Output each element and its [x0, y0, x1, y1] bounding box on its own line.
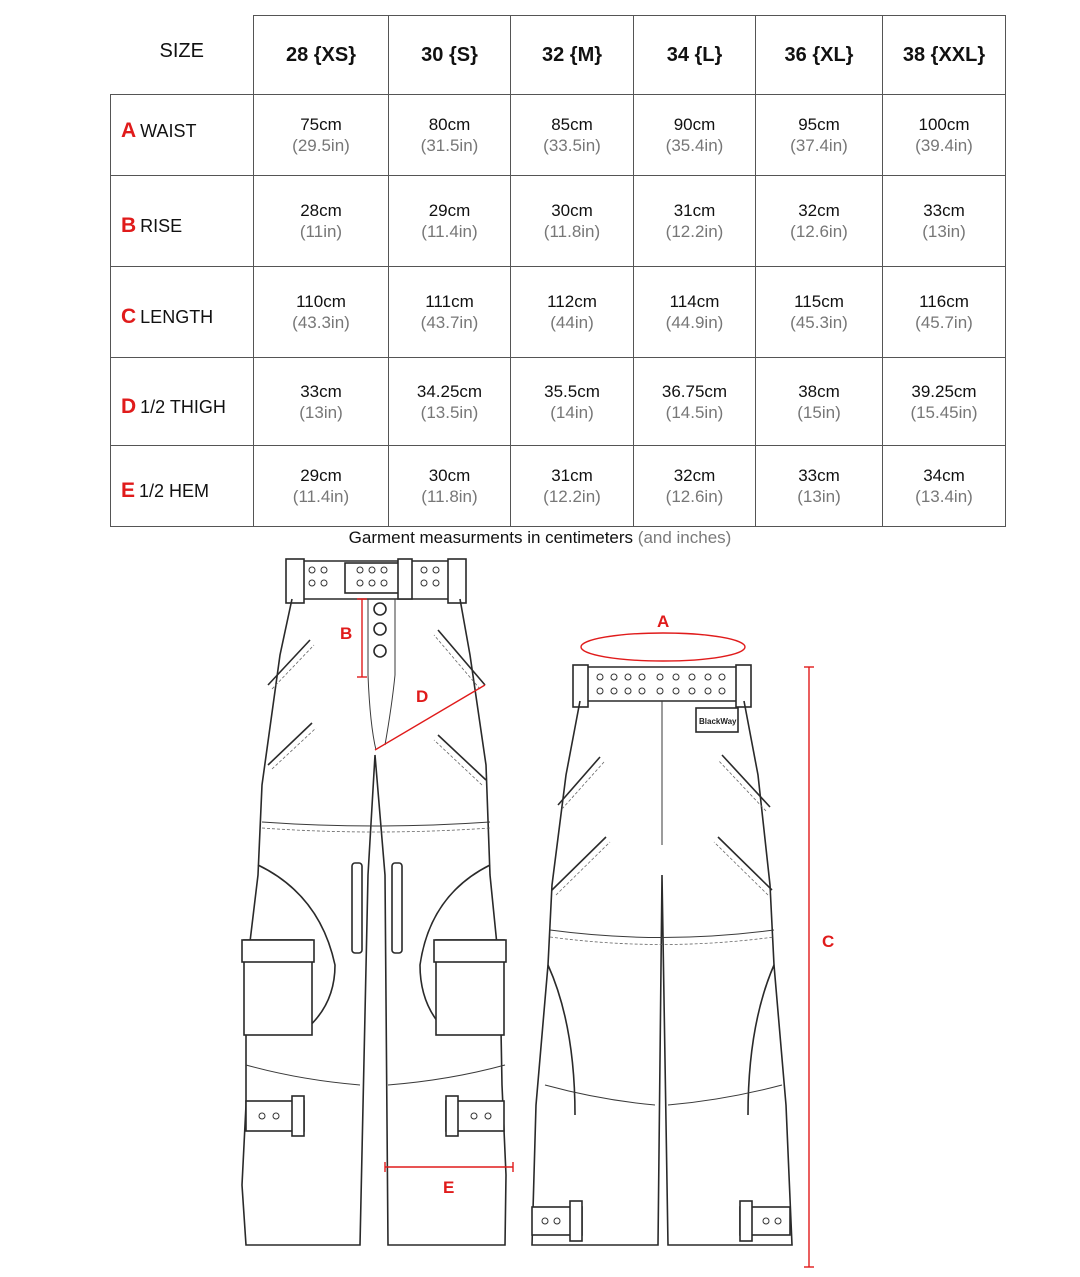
dimension-b-rise	[340, 599, 367, 677]
inch-value: (29.5in)	[292, 136, 350, 155]
inch-value: (11.4in)	[292, 487, 350, 506]
row-name: LENGTH	[140, 307, 214, 327]
cm-value: 111cm	[425, 292, 474, 311]
cm-value: 116cm	[919, 292, 969, 311]
inch-value: (44.9in)	[665, 313, 724, 332]
cm-value: 29cm	[428, 201, 471, 220]
inch-value: (12.2in)	[543, 487, 601, 506]
dimension-d-thigh	[375, 685, 485, 750]
measurement-cell	[634, 358, 756, 446]
cm-value: 80cm	[428, 115, 471, 134]
inch-value: (44in)	[550, 313, 594, 332]
back-view-trousers	[532, 612, 792, 1245]
inch-value: (12.6in)	[790, 222, 848, 241]
cm-value: 95cm	[798, 115, 840, 134]
row-name: WAIST	[140, 121, 197, 141]
cm-value: 38cm	[798, 381, 840, 401]
inch-value: (43.3in)	[292, 313, 350, 332]
inch-value: (11.4in)	[421, 222, 478, 241]
size-header-label: SIZE	[111, 16, 254, 95]
dimension-e-hem	[385, 1162, 513, 1197]
cm-value: 28cm	[300, 201, 342, 220]
measurement-cell	[756, 176, 883, 267]
measurement-cell	[756, 95, 883, 176]
caption-muted: (and inches)	[637, 528, 732, 547]
measurement-row-length	[111, 267, 1006, 358]
size-chart-table	[110, 15, 1006, 527]
row-name: 1/2 THIGH	[140, 396, 226, 417]
cm-value: 31cm	[551, 466, 593, 485]
measurement-cell	[254, 176, 389, 267]
row-label	[111, 176, 254, 267]
label-a: A	[657, 612, 670, 631]
measurement-cell	[756, 267, 883, 358]
cm-value: 29cm	[300, 466, 342, 485]
measurement-cell	[883, 95, 1006, 176]
cm-value: 32cm	[798, 201, 840, 220]
measurement-cell	[389, 176, 511, 267]
measurement-cell	[511, 95, 634, 176]
row-name: 1/2 HEM	[139, 481, 210, 501]
cm-value: 39.25cm	[911, 381, 977, 401]
cm-value: 33cm	[923, 201, 965, 220]
cm-value: 34cm	[923, 466, 965, 485]
size-col-m: 32 {M}	[511, 16, 634, 95]
dimension-c-length	[804, 667, 834, 1267]
measurement-cell	[883, 176, 1006, 267]
measurement-row-1-2-hem	[111, 446, 1006, 527]
cm-value: 112cm	[547, 292, 597, 311]
cm-value: 100cm	[918, 115, 970, 134]
row-label	[111, 267, 254, 358]
cm-value: 35.5cm	[544, 381, 600, 401]
measurement-cell	[389, 446, 511, 527]
measurement-row-1-2-thigh	[111, 358, 1006, 446]
cm-value: 110cm	[296, 292, 346, 311]
size-col-xxl: 38 {XXL}	[883, 16, 1006, 95]
measurement-cell	[756, 446, 883, 527]
inch-value: (13in)	[797, 487, 841, 506]
inch-value: (12.2in)	[665, 222, 724, 241]
front-view-trousers	[242, 559, 506, 1245]
row-letter: C	[121, 305, 137, 328]
row-letter: B	[121, 214, 137, 237]
inch-value: (33.5in)	[543, 136, 601, 155]
cm-value: 33cm	[798, 466, 840, 485]
cm-value: 114cm	[669, 292, 720, 311]
label-b: B	[340, 624, 353, 643]
inch-value: (14.5in)	[665, 402, 724, 422]
cm-value: 31cm	[673, 201, 716, 220]
measurement-row-rise	[111, 176, 1006, 267]
cm-value: 30cm	[428, 466, 471, 485]
measurement-row-waist	[111, 95, 1006, 176]
inch-value: (39.4in)	[915, 136, 973, 155]
row-letter: E	[121, 479, 136, 502]
row-label	[111, 446, 254, 527]
measurement-cell	[883, 267, 1006, 358]
size-header-row	[111, 16, 1006, 95]
inch-value: (13.5in)	[420, 402, 479, 422]
cm-value: 33cm	[300, 381, 342, 401]
measurement-cell	[634, 95, 756, 176]
inch-value: (15in)	[797, 402, 841, 422]
measurement-cell	[634, 446, 756, 527]
measurement-cell	[254, 446, 389, 527]
measurement-cell	[634, 176, 756, 267]
measurement-cell	[883, 446, 1006, 527]
measurement-cell	[254, 95, 389, 176]
row-letter: D	[121, 394, 137, 418]
inch-value: (45.3in)	[790, 313, 848, 332]
label-d: D	[416, 687, 429, 706]
inch-value: (37.4in)	[790, 136, 848, 155]
inch-value: (31.5in)	[420, 136, 479, 155]
inch-value: (12.6in)	[665, 487, 724, 506]
brand-tag-text: BlackWay	[699, 717, 737, 726]
inch-value: (15.45in)	[910, 402, 978, 422]
inch-value: (11in)	[299, 222, 343, 241]
cm-value: 115cm	[794, 292, 844, 311]
row-letter: A	[121, 119, 137, 142]
measurement-cell	[511, 176, 634, 267]
label-c: C	[822, 932, 835, 951]
inch-value: (13in)	[922, 222, 966, 241]
row-label	[111, 358, 254, 446]
trouser-technical-drawings	[0, 545, 1080, 1277]
measurement-cell	[511, 358, 634, 446]
caption-main: Garment measurments in centimeters	[348, 528, 634, 547]
size-col-xl: 36 {XL}	[756, 16, 883, 95]
measurement-cell	[634, 267, 756, 358]
inch-value: (11.8in)	[421, 487, 478, 506]
measurement-cell	[511, 267, 634, 358]
measurement-cell	[511, 446, 634, 527]
inch-value: (45.7in)	[915, 313, 973, 332]
inch-value: (13.4in)	[915, 487, 973, 506]
measurement-cell	[254, 267, 389, 358]
measurement-cell	[883, 358, 1006, 446]
measurement-cell	[389, 95, 511, 176]
row-name: RISE	[140, 216, 183, 236]
cm-value: 30cm	[551, 201, 593, 220]
size-col-xs: 28 {XS}	[254, 16, 389, 95]
cm-value: 36.75cm	[661, 381, 728, 401]
cm-value: 34.25cm	[416, 381, 483, 401]
measurement-cell	[254, 358, 389, 446]
inch-value: (13in)	[299, 402, 343, 422]
size-col-l: 34 {L}	[634, 16, 756, 95]
size-col-s: 30 {S}	[389, 16, 511, 95]
measurement-cell	[389, 267, 511, 358]
inch-value: (43.7in)	[420, 313, 479, 332]
measurement-cell	[389, 358, 511, 446]
row-label	[111, 95, 254, 176]
measurement-cell	[756, 358, 883, 446]
label-e: E	[443, 1178, 455, 1197]
cm-value: 85cm	[551, 115, 593, 134]
cm-value: 32cm	[673, 466, 716, 485]
inch-value: (35.4in)	[665, 136, 724, 155]
inch-value: (14in)	[550, 402, 594, 422]
cm-value: 90cm	[673, 115, 716, 134]
cm-value: 75cm	[300, 115, 342, 134]
inch-value: (11.8in)	[543, 222, 601, 241]
